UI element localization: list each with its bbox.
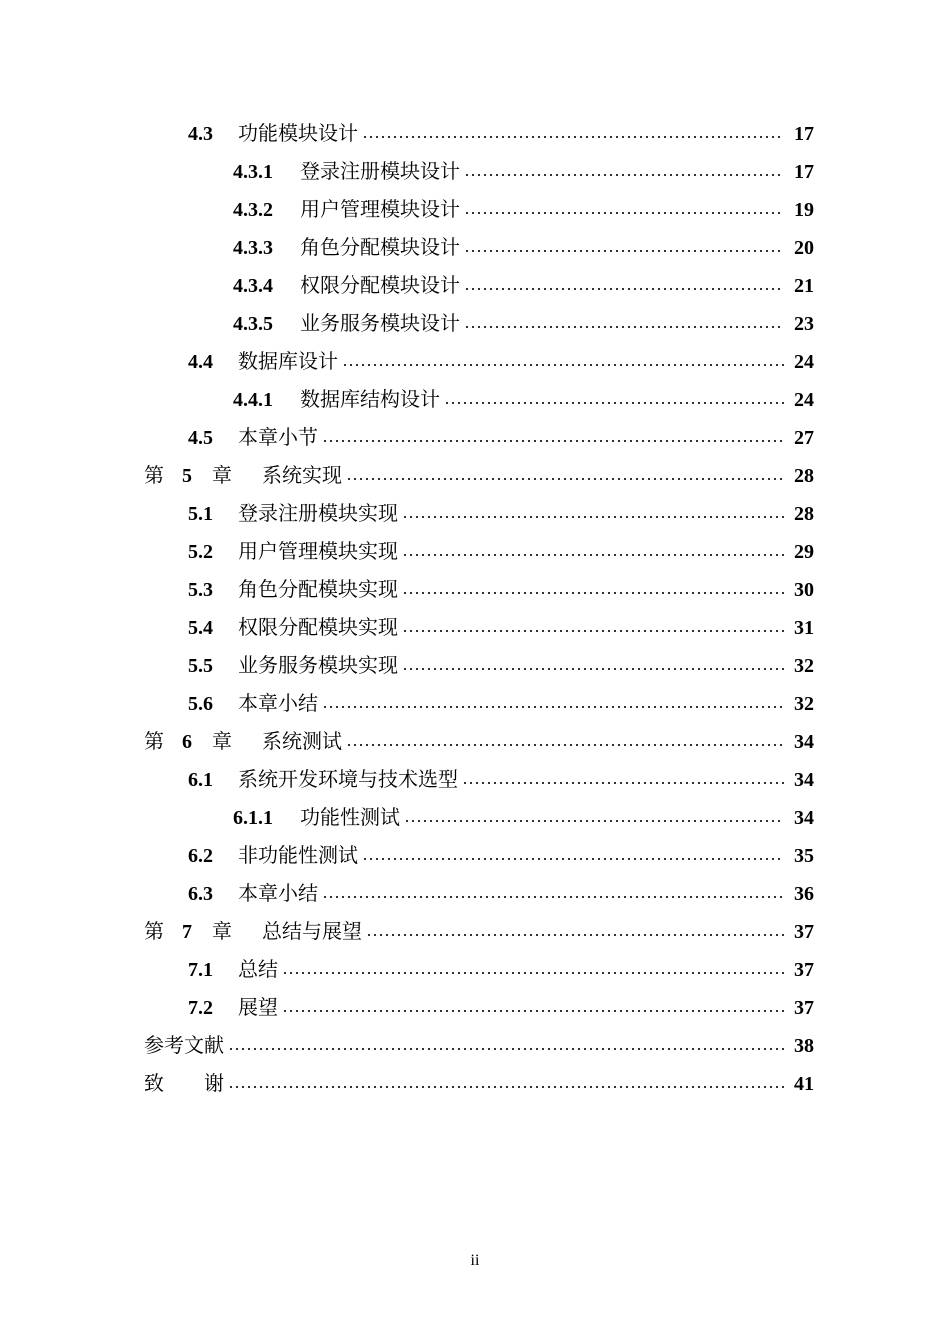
entry-title: 展望	[238, 997, 278, 1019]
entry-page-number: 20	[794, 237, 814, 259]
toc-entry[interactable]	[0, 1027, 950, 1065]
toc-entry[interactable]	[0, 1065, 950, 1103]
entry-number: 4.3.3	[233, 237, 273, 259]
chapter-suffix: 章	[212, 731, 232, 753]
entry-title: 参考文献	[144, 1035, 224, 1057]
toc-entry[interactable]	[0, 419, 950, 457]
dot-leader	[464, 288, 784, 290]
dot-leader	[402, 554, 784, 556]
entry-number: 5.1	[188, 503, 213, 525]
entry-number: 4.3	[188, 123, 213, 145]
page-number: ii	[470, 1252, 480, 1269]
entry-title: 业务服务模块实现	[238, 655, 398, 677]
entry-number: 6.1	[188, 769, 213, 791]
table-of-contents	[0, 115, 950, 1103]
dot-leader	[322, 440, 784, 442]
toc-entry[interactable]	[0, 381, 950, 419]
toc-entry[interactable]	[0, 875, 950, 913]
toc-entry[interactable]	[0, 989, 950, 1027]
entry-page-number: 29	[794, 541, 814, 563]
entry-number: 5.5	[188, 655, 213, 677]
chapter-number: 5	[182, 465, 192, 487]
entry-number: 5.2	[188, 541, 213, 563]
entry-number: 5.4	[188, 617, 213, 639]
chapter-prefix: 第	[144, 921, 164, 943]
entry-title: 业务服务模块设计	[300, 313, 460, 335]
toc-entry[interactable]	[0, 115, 950, 153]
chapter-suffix: 章	[212, 465, 232, 487]
chapter-number: 7	[182, 921, 192, 943]
dot-leader	[228, 1048, 784, 1050]
entry-title: 系统测试	[262, 731, 342, 753]
dot-leader	[366, 934, 784, 936]
dot-leader	[322, 706, 784, 708]
dot-leader	[346, 744, 784, 746]
entry-title: 总结与展望	[262, 921, 362, 943]
entry-page-number: 28	[794, 503, 814, 525]
entry-title: 角色分配模块实现	[238, 579, 398, 601]
dot-leader	[346, 478, 784, 480]
toc-entry[interactable]	[0, 913, 950, 951]
entry-page-number: 23	[794, 313, 814, 335]
entry-title: 功能模块设计	[238, 123, 358, 145]
toc-entry[interactable]	[0, 191, 950, 229]
dot-leader	[402, 668, 784, 670]
entry-number: 6.1.1	[233, 807, 273, 829]
entry-title: 系统实现	[262, 465, 342, 487]
dot-leader	[444, 402, 784, 404]
entry-number: 6.2	[188, 845, 213, 867]
toc-entry[interactable]	[0, 761, 950, 799]
toc-entry[interactable]	[0, 571, 950, 609]
toc-entry[interactable]	[0, 229, 950, 267]
entry-title: 非功能性测试	[238, 845, 358, 867]
toc-entry[interactable]	[0, 799, 950, 837]
entry-page-number: 19	[794, 199, 814, 221]
entry-title: 本章小节	[238, 427, 318, 449]
entry-page-number: 38	[794, 1035, 814, 1057]
chapter-label	[144, 457, 262, 495]
entry-page-number: 17	[794, 123, 814, 145]
entry-title: 用户管理模块设计	[300, 199, 460, 221]
entry-page-number: 34	[794, 731, 814, 753]
toc-entry[interactable]	[0, 685, 950, 723]
dot-leader	[402, 630, 784, 632]
dot-leader	[362, 858, 784, 860]
entry-title: 数据库设计	[238, 351, 338, 373]
entry-number: 7.1	[188, 959, 213, 981]
dot-leader	[282, 972, 784, 974]
toc-entry[interactable]	[0, 533, 950, 571]
toc-entry[interactable]	[0, 343, 950, 381]
entry-title: 本章小结	[238, 883, 318, 905]
entry-title: 致 谢	[144, 1073, 224, 1095]
entry-number: 7.2	[188, 997, 213, 1019]
entry-page-number: 24	[794, 389, 814, 411]
toc-entry[interactable]	[0, 153, 950, 191]
entry-title: 本章小结	[238, 693, 318, 715]
entry-page-number: 34	[794, 769, 814, 791]
entry-number: 4.5	[188, 427, 213, 449]
entry-title: 登录注册模块实现	[238, 503, 398, 525]
dot-leader	[322, 896, 784, 898]
chapter-label	[144, 913, 262, 951]
entry-page-number: 32	[794, 655, 814, 677]
entry-page-number: 17	[794, 161, 814, 183]
dot-leader	[462, 782, 784, 784]
chapter-label	[144, 723, 262, 761]
entry-page-number: 35	[794, 845, 814, 867]
dot-leader	[342, 364, 784, 366]
entry-title: 权限分配模块实现	[238, 617, 398, 639]
toc-entry[interactable]	[0, 837, 950, 875]
dot-leader	[464, 326, 784, 328]
toc-entry[interactable]	[0, 267, 950, 305]
dot-leader	[404, 820, 784, 822]
toc-entry[interactable]	[0, 647, 950, 685]
entry-number: 4.3.1	[233, 161, 273, 183]
chapter-number: 6	[182, 731, 192, 753]
entry-page-number: 32	[794, 693, 814, 715]
entry-page-number: 30	[794, 579, 814, 601]
entry-number: 5.6	[188, 693, 213, 715]
dot-leader	[402, 516, 784, 518]
dot-leader	[464, 174, 784, 176]
dot-leader	[464, 212, 784, 214]
entry-title: 用户管理模块实现	[238, 541, 398, 563]
dot-leader	[362, 136, 784, 138]
entry-title: 总结	[238, 959, 278, 981]
toc-entry[interactable]	[0, 609, 950, 647]
entry-number: 4.3.4	[233, 275, 273, 297]
entry-title: 角色分配模块设计	[300, 237, 460, 259]
dot-leader	[402, 592, 784, 594]
entry-title: 系统开发环境与技术选型	[238, 769, 458, 791]
dot-leader	[282, 1010, 784, 1012]
dot-leader	[464, 250, 784, 252]
entry-number: 4.3.2	[233, 199, 273, 221]
entry-page-number: 31	[794, 617, 814, 639]
toc-entry[interactable]	[0, 723, 950, 761]
entry-page-number: 41	[794, 1073, 814, 1095]
entry-title: 权限分配模块设计	[300, 275, 460, 297]
entry-number: 4.4	[188, 351, 213, 373]
entry-number: 5.3	[188, 579, 213, 601]
chapter-prefix: 第	[144, 465, 164, 487]
entry-page-number: 37	[794, 997, 814, 1019]
chapter-prefix: 第	[144, 731, 164, 753]
entry-number: 4.3.5	[233, 313, 273, 335]
entry-page-number: 37	[794, 921, 814, 943]
toc-entry[interactable]	[0, 457, 950, 495]
entry-page-number: 34	[794, 807, 814, 829]
entry-title: 登录注册模块设计	[300, 161, 460, 183]
entry-page-number: 24	[794, 351, 814, 373]
entry-page-number: 36	[794, 883, 814, 905]
toc-entry[interactable]	[0, 951, 950, 989]
entry-title: 数据库结构设计	[300, 389, 440, 411]
toc-entry[interactable]	[0, 305, 950, 343]
entry-number: 6.3	[188, 883, 213, 905]
entry-page-number: 27	[794, 427, 814, 449]
entry-page-number: 21	[794, 275, 814, 297]
toc-entry[interactable]	[0, 495, 950, 533]
entry-page-number: 37	[794, 959, 814, 981]
entry-number: 4.4.1	[233, 389, 273, 411]
dot-leader	[228, 1086, 784, 1088]
chapter-suffix: 章	[212, 921, 232, 943]
entry-title: 功能性测试	[300, 807, 400, 829]
entry-page-number: 28	[794, 465, 814, 487]
